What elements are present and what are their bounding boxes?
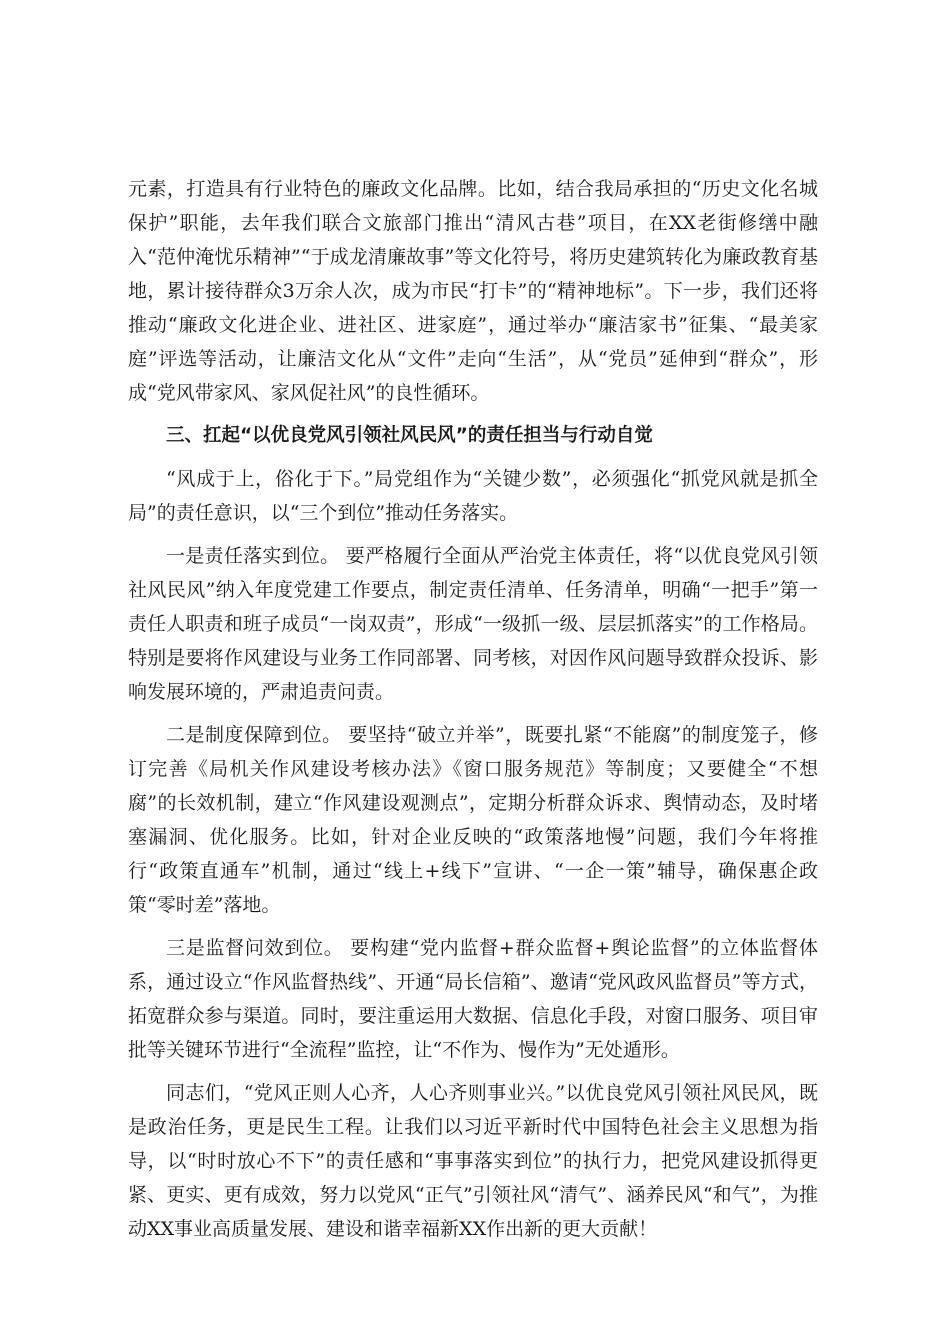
document-page [128, 172, 818, 1255]
section-heading: 三、扛起“以优良党风引领社风民风”的责任担当与行动自觉 [166, 425, 653, 446]
body-paragraph: 一是责任落实到位。 要严格履行全面从严治党主体责任，将“以优良党风引领社风民风”纳入年度党建工作要点，制定责任清单、任务清单，明确“一把手”第一责任人职责和班子成员“一岗双责”，形成“一级抓一级、层层抓落实”的工作格局。特别是要将作风建设与业务工作同部署、同考核，对因作风问题导致群众投诉、影响发展环境的，严肃追责问责。 [128, 545, 818, 703]
body-paragraph: 元素，打造具有行业特色的廉政文化品牌。比如，结合我局承担的“历史文化名城保护”职能，去年我们联合文旅部门推出“清风古巷”项目，在XX老街修缮中融入“范仲淹忧乐精神”“于成龙清廉故事”等文化符号，将历史建筑转化为廉政教育基地，累计接待群众3万余人次，成为市民“打卡”的“精神地标”。下一步，我们还将推动“廉政文化进企业、进社区、进家庭”，通过举办“廉洁家书”征集、“最美家庭”评选等活动，让廉洁文化从“文件”走向“生活”，从“党员”延伸到“群众”，形成“党风带家风、家风促社风”的良性循环。 [128, 178, 818, 404]
body-paragraph: 同志们，“党风正则人心齐，人心齐则事业兴。”以优良党风引领社风民风，既是政治任务，更是民生工程。让我们以习近平新时代中国特色社会主义思想为指导，以“时时放心不下”的责任感和“事事落实到位”的执行力，把党风建设抓得更紧、更实、更有成效，努力以党风“正气”引领社风“清气”、涵养民风“和气”，为推动XX事业高质量发展、建设和谐幸福新XX作出新的更大贡献！ [128, 1082, 818, 1240]
body-paragraph: “风成于上，俗化于下。”局党组作为“关键少数”，必须强化“抓党风就是抓全局”的责任意识，以“三个到位”推动任务落实。 [128, 468, 818, 524]
body-paragraph: 二是制度保障到位。 要坚持“破立并举”，既要扎紧“不能腐”的制度笼子，修订完善《局机关作风建设考核办法》《窗口服务规范》等制度；又要健全“不想腐”的长效机制，建立“作风建设观测点”，定期分析群众诉求、舆情动态，及时堵塞漏洞、优化服务。比如，针对企业反映的“政策落地慢”问题，我们今年将推行“政策直通车”机制，通过“线上+线下”宣讲、“一企一策”辅导，确保惠企政策“零时差”落地。 [128, 724, 818, 916]
body-paragraph: 三是监督问效到位。 要构建“党内监督+群众监督+舆论监督”的立体监督体系，通过设立“作风监督热线”、开通“局长信箱”、邀请“党风政风监督员”等方式，拓宽群众参与渠道。同时，要注重运用大数据、信息化手段，对窗口服务、项目审批等关键环节进行“全流程”监控，让“不作为、慢作为”无处遁形。 [128, 937, 818, 1061]
